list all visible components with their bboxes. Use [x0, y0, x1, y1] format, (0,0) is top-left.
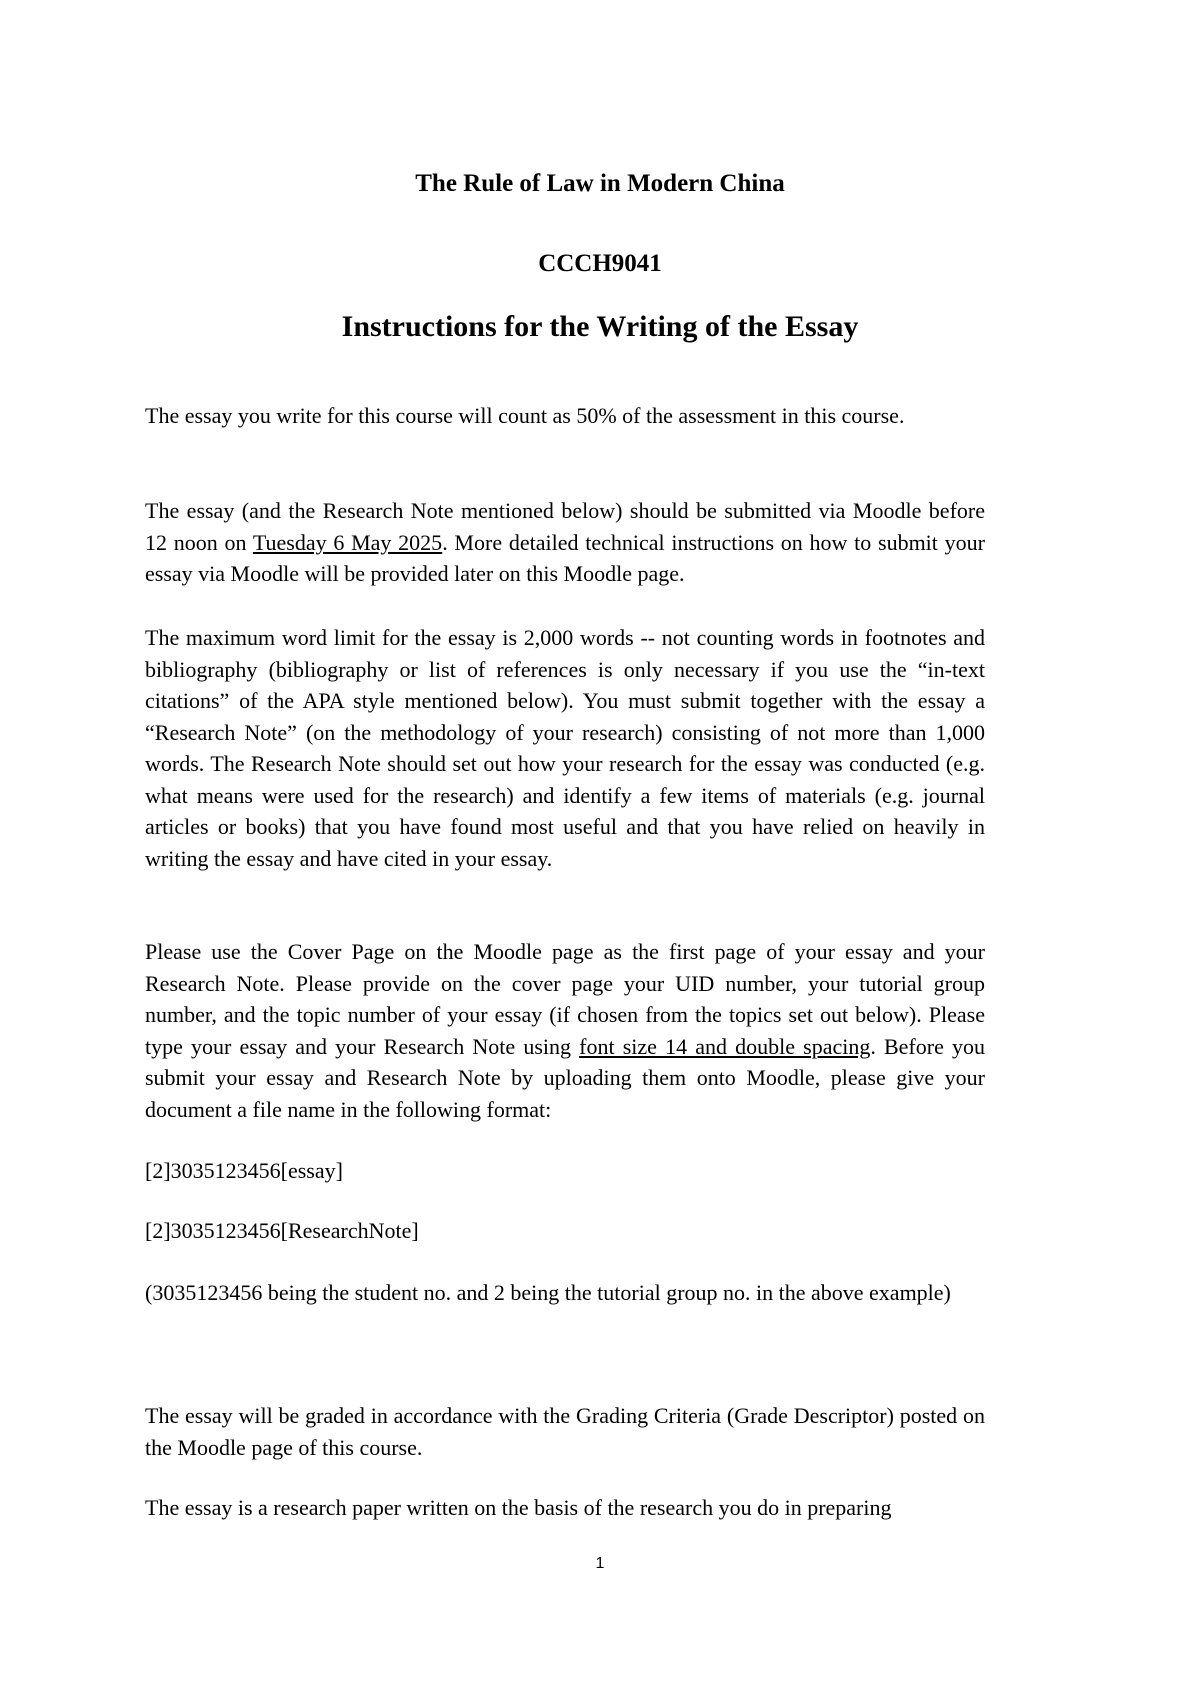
- submission-text-before: The essay (and the Research Note mentioned below) should be submitted via Moodle before 12 noon on: [145, 498, 985, 555]
- paragraph-submission-deadline: [145, 495, 985, 590]
- paragraph-formatting: [145, 936, 985, 1125]
- submission-date: Tuesday 6 May 2025: [252, 529, 443, 555]
- document-title: The Rule of Law in Modern China: [415, 170, 785, 197]
- paragraph-word-limit: The maximum word limit for the essay is 2,000 words -- not counting words in footnotes and bibliography (bibliography or list of references is only necessary if you use the “in-text citations” of the APA style mentioned below). You must submit together with the essay a “Research Note” (on the methodology of your research) consisting of not more than 1,000 words. The Research Note should set out how your research for the essay was conducted (e.g. what means were used for the research) and identify a few items of materials (e.g. journal articles or books) that you have found most useful and that you have relied on heavily in writing the essay and have cited in your essay.: [145, 625, 985, 871]
- paragraph-assessment-weight: The essay you write for this course will count as 50% of the assessment in this course.: [145, 403, 905, 428]
- course-code: CCCH9041: [538, 250, 662, 277]
- formatting-text-after: . Before you submit your essay and Research Note by uploading them onto Moodle, please give your document a file name in the following format:: [145, 1033, 985, 1122]
- document-subtitle: Instructions for the Writing of the Essay: [341, 310, 859, 343]
- submission-text-after: . More detailed technical instructions on how to submit your essay via Moodle will be provided later on this Moodle page.: [145, 529, 985, 586]
- filename-example-research-note: [2]3035123456[ResearchNote]: [145, 1218, 419, 1243]
- font-spacing-requirement: font size 14 and double spacing: [579, 1033, 871, 1059]
- paragraph-research-paper: The essay is a research paper written on the basis of the research you do in preparing: [145, 1495, 892, 1520]
- formatting-text-before: Please use the Cover Page on the Moodle page as the first page of your essay and your Research Note. Please provide on the cover page your UID number, your tutorial group number, and the topic number of your essay (if chosen from the topics set out below). Please type your essay and your Research Note using: [145, 939, 985, 1059]
- page-number: 1: [595, 1555, 605, 1572]
- filename-example-explanation: (3035123456 being the student no. and 2 being the tutorial group no. in the above example): [145, 1280, 951, 1305]
- paragraph-grading: The essay will be graded in accordance with the Grading Criteria (Grade Descriptor) posted on the Moodle page of this course.: [145, 1403, 985, 1460]
- filename-example-essay: [2]3035123456[essay]: [145, 1158, 343, 1183]
